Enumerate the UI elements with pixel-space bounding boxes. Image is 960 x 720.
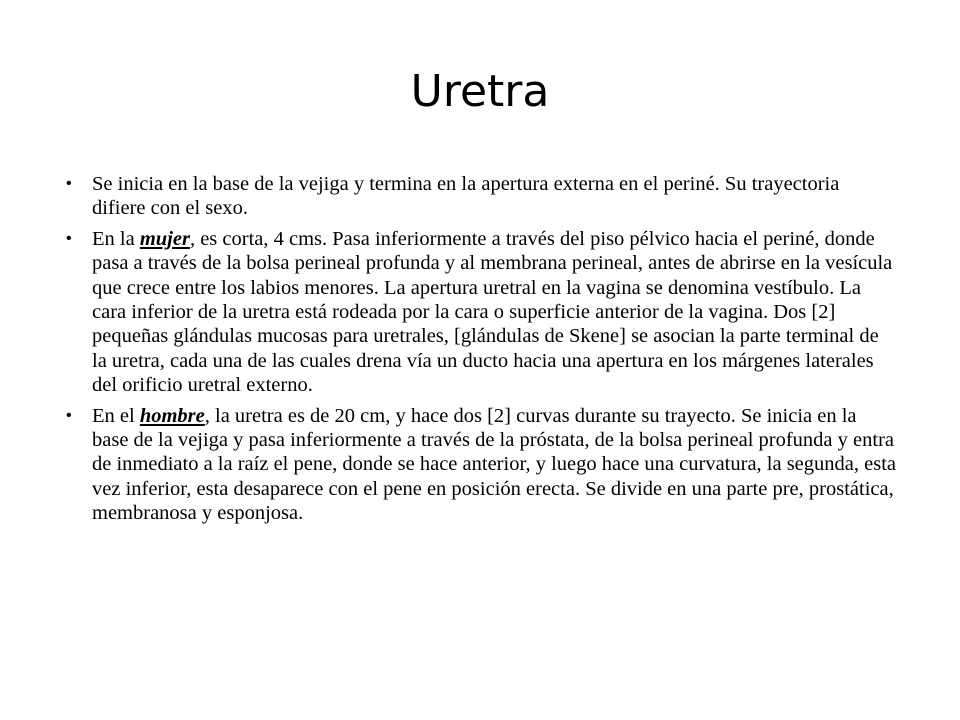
bullet-text-lead: En el <box>92 404 140 427</box>
bullet-icon: • <box>66 229 72 247</box>
bullet-item-general <box>66 172 896 221</box>
bullet-list <box>66 172 896 532</box>
bullet-item-mujer <box>66 227 896 398</box>
bullet-text-body: , la uretra es de 20 cm, y hace dos [2] curvas durante su trayecto. Se inicia en la base de la vejiga y pasa inferiormente a través de la próstata, de la bolsa perineal profunda y entra de inmediato a la raíz el pene, donde se hace anterior, y luego hace una curvatura, la segunda, esta vez inferior, esta desaparece con el pene en posición erecta. Se divide en una parte pre, prostática, membranosa y esponjosa. <box>92 404 897 525</box>
emphasis-term-mujer: mujer <box>139 227 190 250</box>
bullet-text: Se inicia en la base de la vejiga y termina en la apertura externa en el periné. Su trayectoria difiere con el sexo. <box>92 173 840 220</box>
bullet-text-lead: En la <box>92 227 140 250</box>
slide-title: Uretra <box>410 66 550 117</box>
emphasis-term-hombre: hombre <box>139 404 205 427</box>
bullet-icon: • <box>66 406 72 424</box>
bullet-icon: • <box>66 175 72 192</box>
bullet-text-body: , es corta, 4 cms. Pasa inferiormente a través del piso pélvico hacia el periné, donde pasa a través de la bolsa perineal profunda y al membrana perineal, antes de abrirse en la vesícula que crece entre los labios menores. La apertura uretral en la vagina se denomina vestíbulo. La cara inferior de la uretra está rodeada por la cara o superficie anterior de la vagina. Dos [2] pequeñas glándulas mucosas para uretrales, [glándulas de Skene] se asocian la parte terminal de la uretra, cada una de las cuales drena vía un ducto hacia una apertura en los márgenes laterales del orificio uretral externo. <box>92 227 893 397</box>
bullet-item-hombre <box>66 404 896 526</box>
